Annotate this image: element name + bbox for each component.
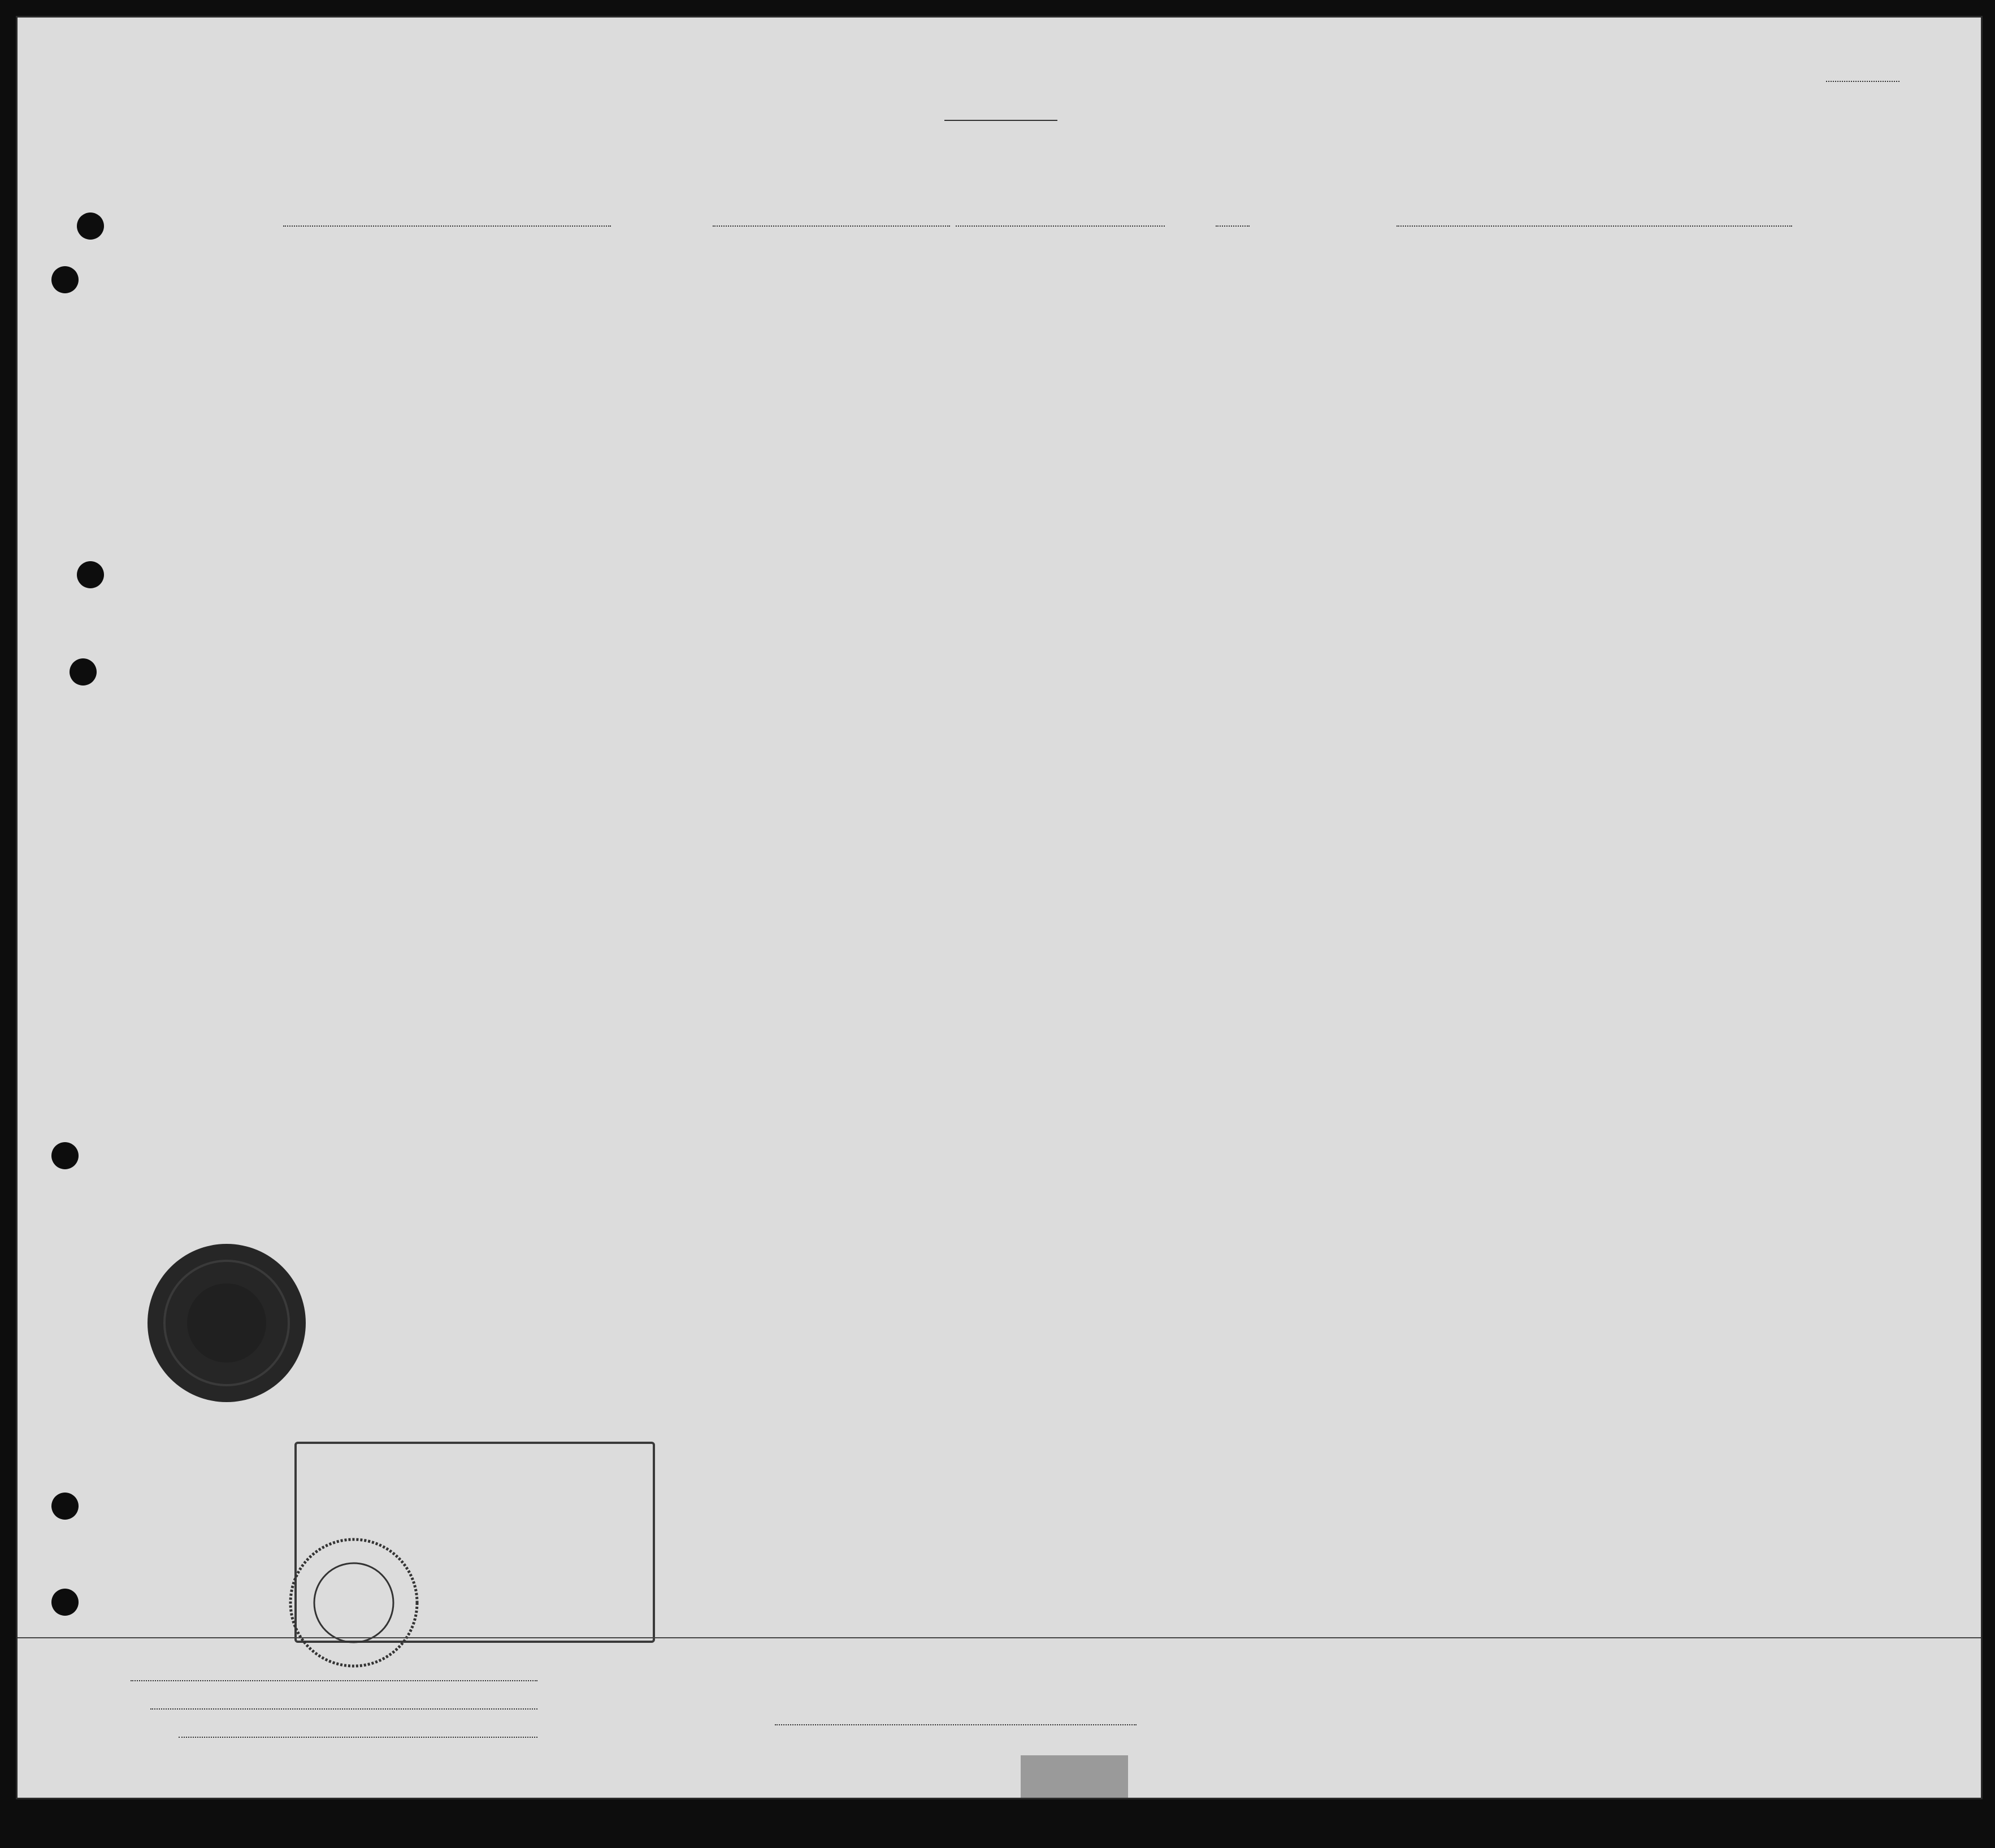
year-line [1216,225,1250,227]
local-agents-field [179,1737,537,1738]
paper-damage [1021,1755,1128,1799]
arriving-line [713,225,950,227]
punch-hole [70,658,97,686]
punch-hole [51,266,79,293]
line-field [131,1680,537,1681]
sheet-line [1826,81,1899,82]
punch-hole [77,212,104,240]
punch-hole [77,561,104,588]
title-rule [944,120,1057,121]
from-port-line [1396,225,1792,227]
wax-seal [108,1204,345,1442]
inspector-line [775,1724,1137,1725]
manifest-sheet [16,16,1983,1799]
consulate-ring-seal [283,1532,424,1673]
owners-field [150,1708,537,1710]
vessel-line [283,225,611,227]
date-line [956,225,1165,227]
footer-divider [18,1637,1981,1638]
punch-hole [51,1142,79,1169]
punch-hole [51,1493,79,1520]
punch-hole [51,1589,79,1616]
